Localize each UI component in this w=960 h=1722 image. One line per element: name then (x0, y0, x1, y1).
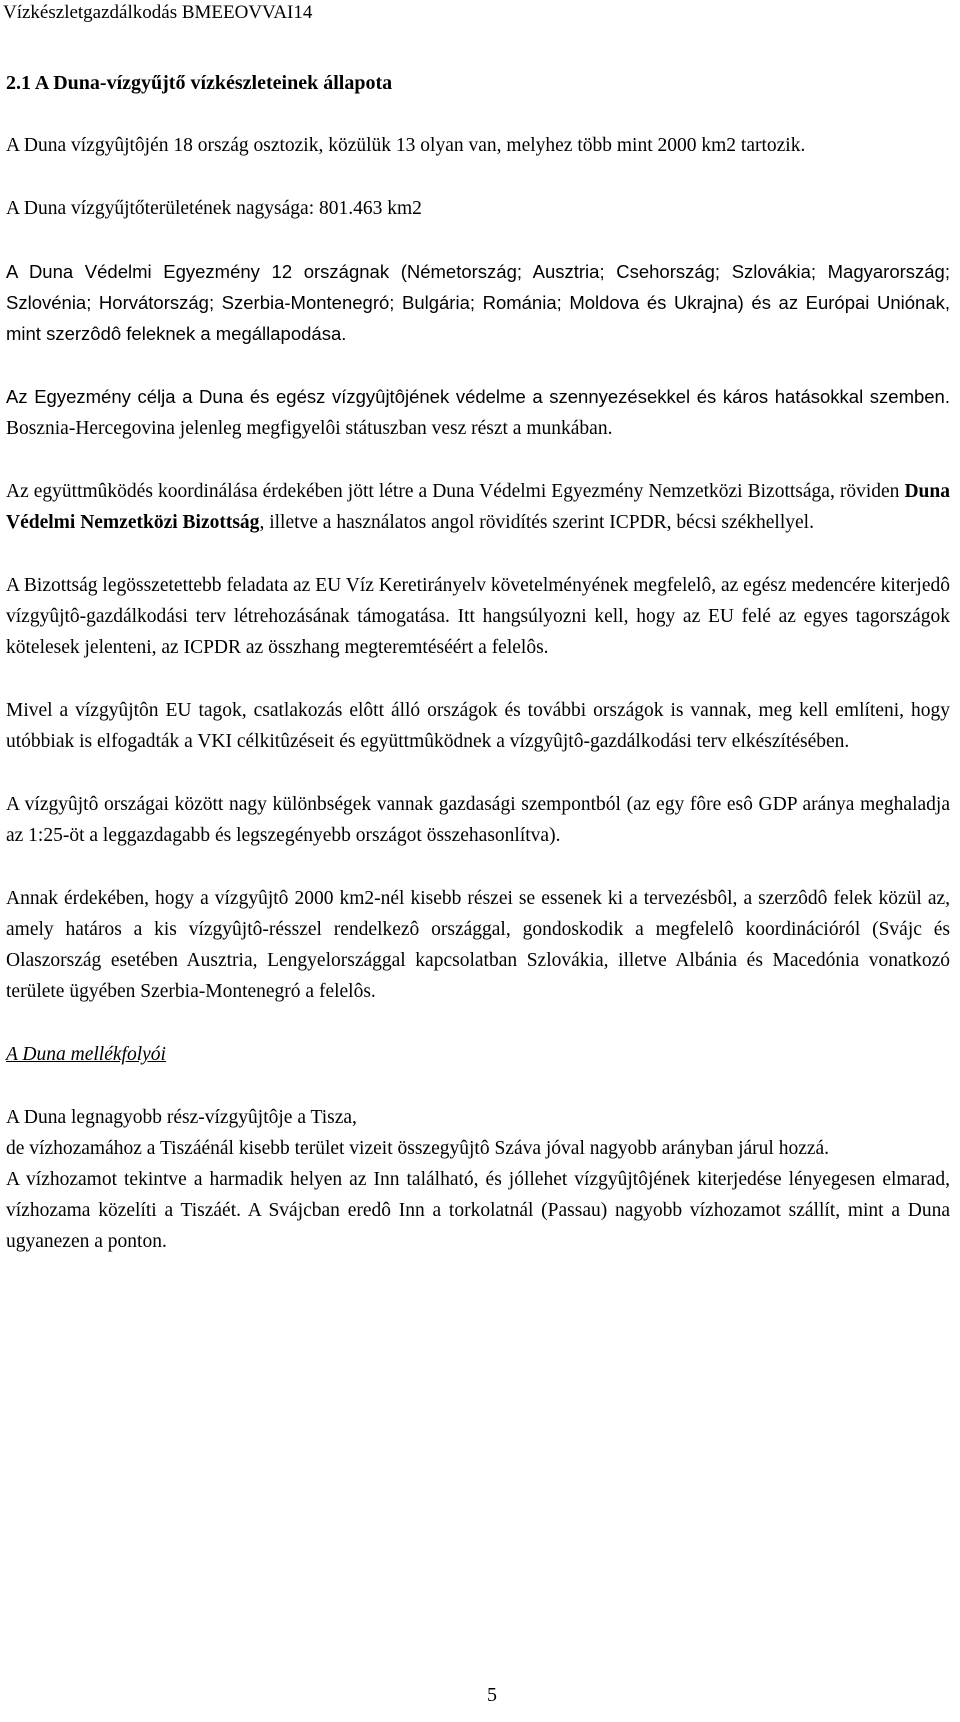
icpdr-intro-text: Az együttmûködés koordinálása érdekében jött létre a Duna Védelmi Egyezmény Nemzetközi Bizottsága, röviden (6, 481, 905, 502)
paragraph-icpdr (6, 476, 950, 538)
icpdr-abbrev-text: , illetve a használatos angol rövidítés szerint ICPDR, bécsi székhellyel. (259, 512, 814, 533)
paragraph-basin-area: A Duna vízgyűjtőterületének nagysága: 801.463 km2 (6, 198, 422, 219)
tributaries-heading: A Duna mellékfolyói (6, 1044, 166, 1065)
page-number: 5 (487, 1684, 497, 1706)
paragraph-small-subbasins: Annak érdekében, hogy a vízgyûjtô 2000 km2-nél kisebb részei se essenek ki a tervezésbôl, a szerzôdô felek közül az, amely határos a kis vízgyûjtô-résszel rendelkezô országgal, gondoskodik a megfelelô koordinációról (Svájc és Olaszország esetében Ausztria, Lengyelországgal kapcsolatban Szlovákia, illetve Albánia és Macedónia vonatkozó területe ügyében Szerbia-Montenegró a felelôs. (6, 888, 950, 1002)
paragraph-convention-members: A Duna Védelmi Egyezmény 12 országnak (Németország; Ausztria; Csehország; Szlovákia; Magyarország; Szlovénia; Horvátország; Szerbia-Montenegró; Bulgária; Románia; Moldova és Ukrajna) és az Európai Uniónak, mint szerzôdô feleknek a megállapodása. (6, 261, 950, 344)
page-content (6, 68, 950, 1257)
icpdr-name-bold: Duna Védelmi Nemzetközi Bizottság (6, 481, 950, 533)
tributaries-sava: de vízhozamához a Tiszáénál kisebb terület vizeit összegyûjtô Száva jóval nagyobb arányban járul hozzá. (6, 1138, 830, 1159)
paragraph-economic-differences: A vízgyûjtô országai között nagy különbségek vannak gazdasági szempontból (az egy fôre esô GDP aránya meghaladja az 1:25-öt a leggazdagabb és legszegényebb országot összehasonlítva). (6, 794, 950, 846)
observer-status-text: Bosznia-Hercegovina jelenleg megfigyelôi státuszban vesz részt a munkában. (6, 418, 613, 439)
paragraph-non-eu-members: Mivel a vízgyûjtôn EU tagok, csatlakozás elôtt álló országok és további országok is vannak, meg kell említeni, hogy utóbbiak is elfogadták a VKI célkitûzéseit és együttmûködnek a vízgyûjtô-gazdálkodási terv elkészítésében. (6, 700, 950, 752)
section-title: 2.1 A Duna-vízgyűjtő vízkészleteinek állapota (6, 72, 393, 94)
tributaries-tisza: A Duna legnagyobb rész-vízgyûjtôje a Tisza, (6, 1107, 357, 1128)
paragraph-convention-goal (6, 381, 950, 444)
paragraph-basin-countries: A Duna vízgyûjtôjén 18 ország osztozik, közülük 13 olyan van, melyhez több mint 2000 km2 tartozik. (6, 135, 806, 156)
paragraph-commission-task: A Bizottság legösszetettebb feladata az EU Víz Keretirányelv követelményének megfelelô, az egész medencére kiterjedô vízgyûjtô-gazdálkodási terv létrehozásának támogatása. Itt hangsúlyozni kell, hogy az EU felé az egyes tagországok kötelesek jelenteni, az ICPDR az összhang megteremtéséért a felelôs. (6, 575, 950, 658)
tributaries-inn: A vízhozamot tekintve a harmadik helyen az Inn található, és jóllehet vízgyûjtôjének kiterjedése lényegesen elmarad, vízhozama közelíti a Tiszáét. A Svájcban eredô Inn a torkolatnál (Passau) nagyobb vízhozamot szállít, mint a Duna ugyanezen a ponton. (6, 1169, 950, 1252)
convention-goal-text: Az Egyezmény célja a Duna és egész vízgyûjtôjének védelme a szennyezésekkel és káros hatásokkal szemben. (6, 386, 950, 407)
running-header: Vízkészletgazdálkodás BMEEOVVAI14 (3, 2, 313, 23)
